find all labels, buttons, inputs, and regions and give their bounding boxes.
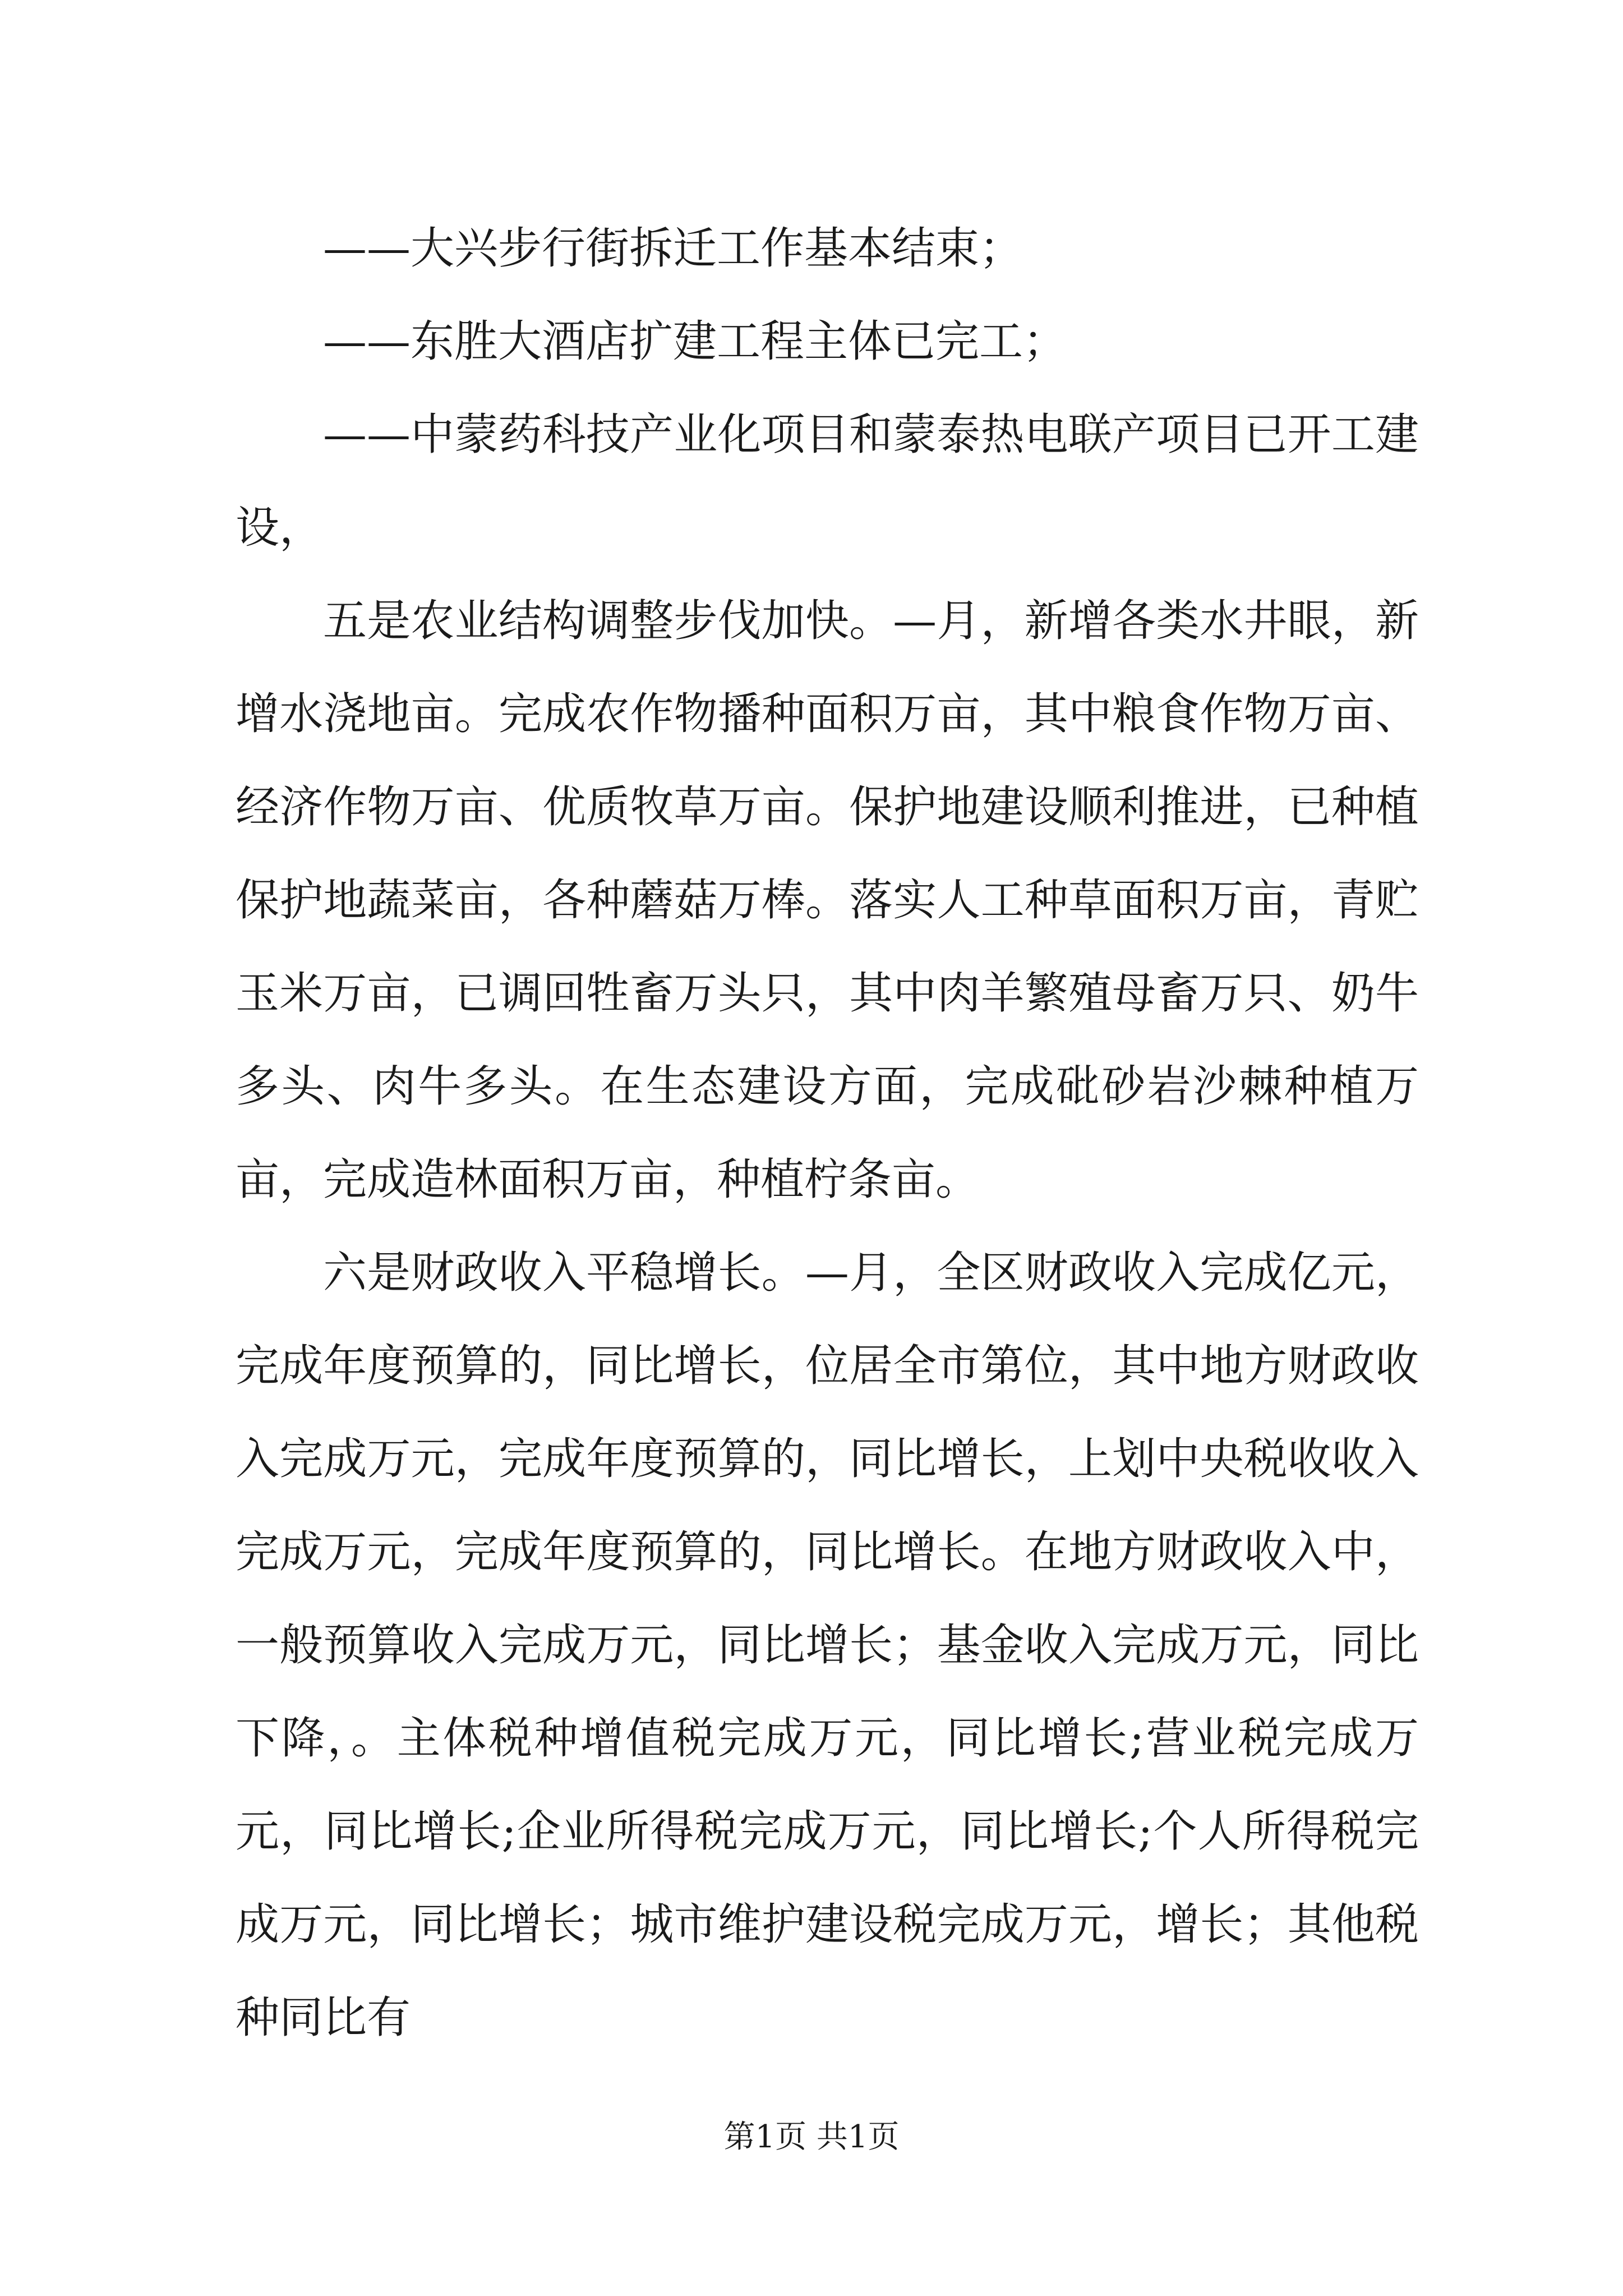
paragraph-agriculture: 五是农业结构调整步伐加快。—月，新增各类水井眼，新增水浇地亩。完成农作物播种面积万亩，其中粮食作物万亩、经济作物万亩、优质牧草万亩。保护地建设顺利推进，已种植保护地蔬菜亩，各种蘑菇万棒。落实人工种草面积万亩，青贮玉米万亩，已调回牲畜万头只，其中肉羊繁殖母畜万只、奶牛多头、肉牛多头。在生态建设方面，完成砒砂岩沙棘种植万亩，完成造林面积万亩，种植柠条亩。 bbox=[236, 596, 1419, 1205]
paragraph-dongsheng-hotel: ——东胜大酒店扩建工程主体已完工； bbox=[323, 316, 1067, 367]
paragraph-daxing-street: ——大兴步行街拆迁工作基本结束； bbox=[323, 223, 1023, 274]
paragraph-fiscal-revenue: 六是财政收入平稳增长。—月，全区财政收入完成亿元，完成年度预算的，同比增长，位居全市第位，其中地方财政收入完成万元，完成年度预算的，同比增长，上划中央税收收入完成万元，完成年度预算的，同比增长。在地方财政收入中，一般预算收入完成万元，同比增长；基金收入完成万元，同比下降，。主体税种增值税完成万元，同比增长;营业税完成万元，同比增长;企业所得税完成万元，同比增长;个人所得税完成万元，同比增长；城市维护建设税完成万元，增长；其他税种同比有 bbox=[236, 1248, 1419, 2043]
paragraph-mongolian-medicine-project: ——中蒙药科技产业化项目和蒙泰热电联产项目已开工建设， bbox=[236, 409, 1419, 553]
page-footer: 第1页 共1页 bbox=[723, 2119, 900, 2155]
document-body bbox=[236, 202, 1419, 2064]
